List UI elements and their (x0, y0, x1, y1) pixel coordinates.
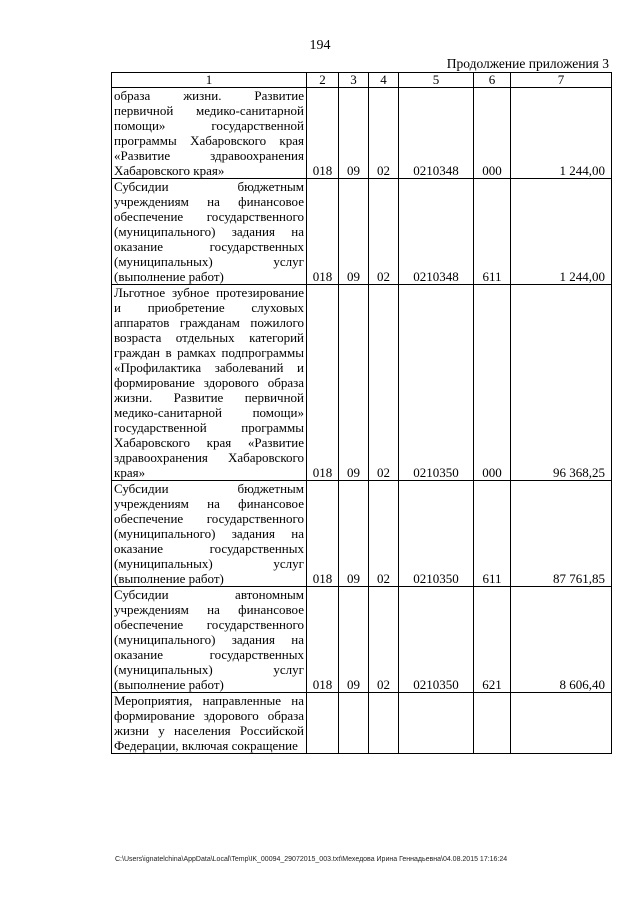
ministry-code: 018 (307, 179, 339, 285)
expense-type-code: 611 (474, 481, 511, 587)
table-row (112, 693, 612, 754)
expense-type-code (474, 693, 511, 754)
section-code: 09 (339, 88, 369, 179)
amount: 8 606,40 (511, 587, 612, 693)
row-description: Субсидии бюджетным учреждениям на финансовое обеспечение государственного (муниципального) задания на оказание государственных (муниципальных) услуг (выполнение работ) (112, 179, 307, 285)
expense-type-code: 000 (474, 285, 511, 481)
ministry-code: 018 (307, 285, 339, 481)
column-header: 3 (339, 73, 369, 88)
row-description: Субсидии автономным учреждениям на финансовое обеспечение государственного (муниципального) задания на оказание государственных (муниципальных) услуг (выполнение работ) (112, 587, 307, 693)
page-number: 194 (309, 38, 331, 53)
ministry-code (307, 693, 339, 754)
table-row (112, 179, 612, 285)
row-description: образа жизни. Развитие первичной медико-санитарной помощи» государственной программы Хабаровского края «Развитие здравоохранения Хабаровского края» (112, 88, 307, 179)
table-header-row (112, 73, 612, 88)
ministry-code: 018 (307, 481, 339, 587)
amount: 87 761,85 (511, 481, 612, 587)
expense-type-code: 000 (474, 88, 511, 179)
subsection-code: 02 (369, 481, 399, 587)
subsection-code: 02 (369, 285, 399, 481)
target-article-code: 0210348 (399, 88, 474, 179)
column-header: 6 (474, 73, 511, 88)
table-row (112, 285, 612, 481)
expense-type-code: 611 (474, 179, 511, 285)
subsection-code (369, 693, 399, 754)
section-code: 09 (339, 587, 369, 693)
row-description: Мероприятия, направленные на формирование здорового образа жизни у населения Российской Федерации, включая сокращение (112, 693, 307, 754)
column-header: 7 (511, 73, 612, 88)
section-code (339, 693, 369, 754)
section-code: 09 (339, 285, 369, 481)
target-article-code (399, 693, 474, 754)
column-header: 2 (307, 73, 339, 88)
target-article-code: 0210350 (399, 285, 474, 481)
table-row (112, 481, 612, 587)
appendix-note: Продолжение приложения 3 (446, 56, 609, 71)
table-row (112, 587, 612, 693)
ministry-code: 018 (307, 587, 339, 693)
row-description: Льготное зубное протезирование и приобретение слуховых аппаратов гражданам пожилого возраста отдельных категорий граждан в рамках подпрограммы «Профилактика заболеваний и формирование здорового образа жизни. Развитие первичной медико-санитарной помощи» государственной программы Хабаровского края «Развитие здравоохранения Хабаровского края» (112, 285, 307, 481)
column-header: 4 (369, 73, 399, 88)
column-header: 5 (399, 73, 474, 88)
table-row (112, 88, 612, 179)
subsection-code: 02 (369, 179, 399, 285)
row-description: Субсидии бюджетным учреждениям на финансовое обеспечение государственного (муниципального) задания на оказание государственных (муниципальных) услуг (выполнение работ) (112, 481, 307, 587)
section-code: 09 (339, 481, 369, 587)
budget-table (111, 72, 612, 754)
amount: 1 244,00 (511, 179, 612, 285)
amount (511, 693, 612, 754)
subsection-code: 02 (369, 88, 399, 179)
target-article-code: 0210348 (399, 179, 474, 285)
target-article-code: 0210350 (399, 481, 474, 587)
amount: 1 244,00 (511, 88, 612, 179)
column-header: 1 (112, 73, 307, 88)
target-article-code: 0210350 (399, 587, 474, 693)
expense-type-code: 621 (474, 587, 511, 693)
section-code: 09 (339, 179, 369, 285)
subsection-code: 02 (369, 587, 399, 693)
ministry-code: 018 (307, 88, 339, 179)
amount: 96 368,25 (511, 285, 612, 481)
file-path-footer: C:\Users\ignatelchina\AppData\Local\Temp\IK_00094_29072015_003.txt\Мехедова Ирина Геннадьевна\04.08.2015 17:16:24 (115, 856, 508, 863)
